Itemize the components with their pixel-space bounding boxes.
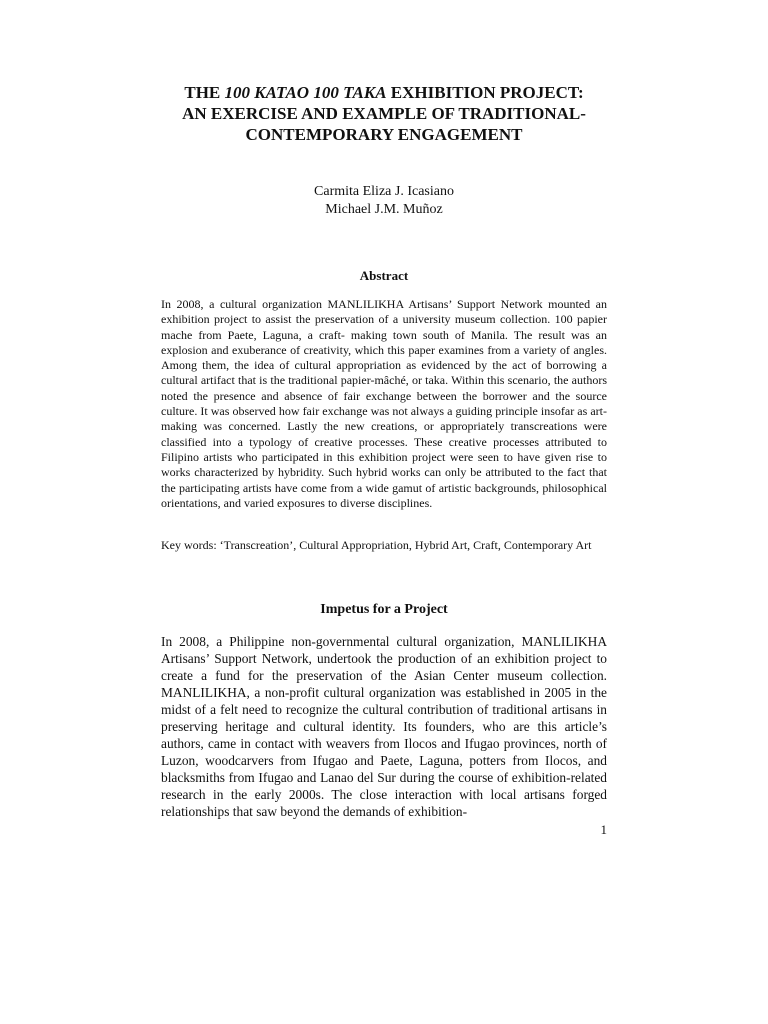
title-line-2: AN EXERCISE AND EXAMPLE OF TRADITIONAL- [182, 104, 586, 123]
keywords-line: Key words: ‘Transcreation’, Cultural Appropriation, Hybrid Art, Craft, Contemporary Art [161, 538, 592, 552]
title-suffix: EXHIBITION PROJECT: [386, 83, 584, 102]
title-line-1 [120, 82, 648, 103]
section-heading: Impetus for a Project [320, 602, 448, 617]
author-name: Michael J.M. Muñoz [325, 202, 443, 217]
title-line-3: CONTEMPORARY ENGAGEMENT [245, 125, 523, 144]
paper-title [120, 82, 648, 145]
title-italic-phrase: 100 KATAO 100 TAKA [224, 83, 387, 102]
body-paragraph: In 2008, a Philippine non-governmental cultural organization, MANLILIKHA Artisans’ Support Network, undertook the production of an exhibition project to create a fund for the preservation of the Asian Center museum collection. MANLILIKHA, a non-profit cultural organization was established in 2005 in the midst of a felt need to recognize the cultural contribution of traditional artisans in preserving heritage and cultural identity. Its founders, who are this article’s authors, came in contact with weavers from Ilocos and Ifugao provinces, north of Luzon, woodcarvers from Ifugao and Paete, Laguna, potters from Ilocos, and blacksmiths from Ifugao and Lanao del Sur during the course of exhibition-related research in the early 2000s. The close interaction with local artisans forged relationships that saw beyond the demands of exhibition- [161, 634, 607, 819]
page-number: 1 [600, 822, 607, 837]
author-list [184, 183, 584, 219]
abstract-heading: Abstract [359, 268, 409, 283]
title-prefix: THE [184, 83, 225, 102]
author-name: Carmita Eliza J. Icasiano [314, 184, 454, 199]
abstract-paragraph: In 2008, a cultural organization MANLILIKHA Artisans’ Support Network mounted an exhibition project to assist the preservation of a university museum collection. 100 papier mache from Paete, Laguna, a craft- making town south of Manila. The result was an explosion and exuberance of creativity, which this paper examines from a variety of angles. Among them, the idea of cultural appropriation as evidenced by the act of borrowing a cultural artifact that is the traditional papier-mâché, or taka. Within this scenario, the authors noted the presence and absence of fair exchange between the borrower and the source culture. It was observed how fair exchange was not always a guiding principle insofar as art-making was concerned. Lastly the new creations, or appropriately transcreations were classified into a typology of creative processes. These creative processes attributed to Filipino artists who participated in this exhibition project were seen to have given rise to works characterized by hybridity. Such hybrid works can only be attributed to the fact that the participating artists have come from a wide gamut of artistic backgrounds, philosophical orientations, and varied exposures to diverse disciplines. [161, 297, 607, 510]
